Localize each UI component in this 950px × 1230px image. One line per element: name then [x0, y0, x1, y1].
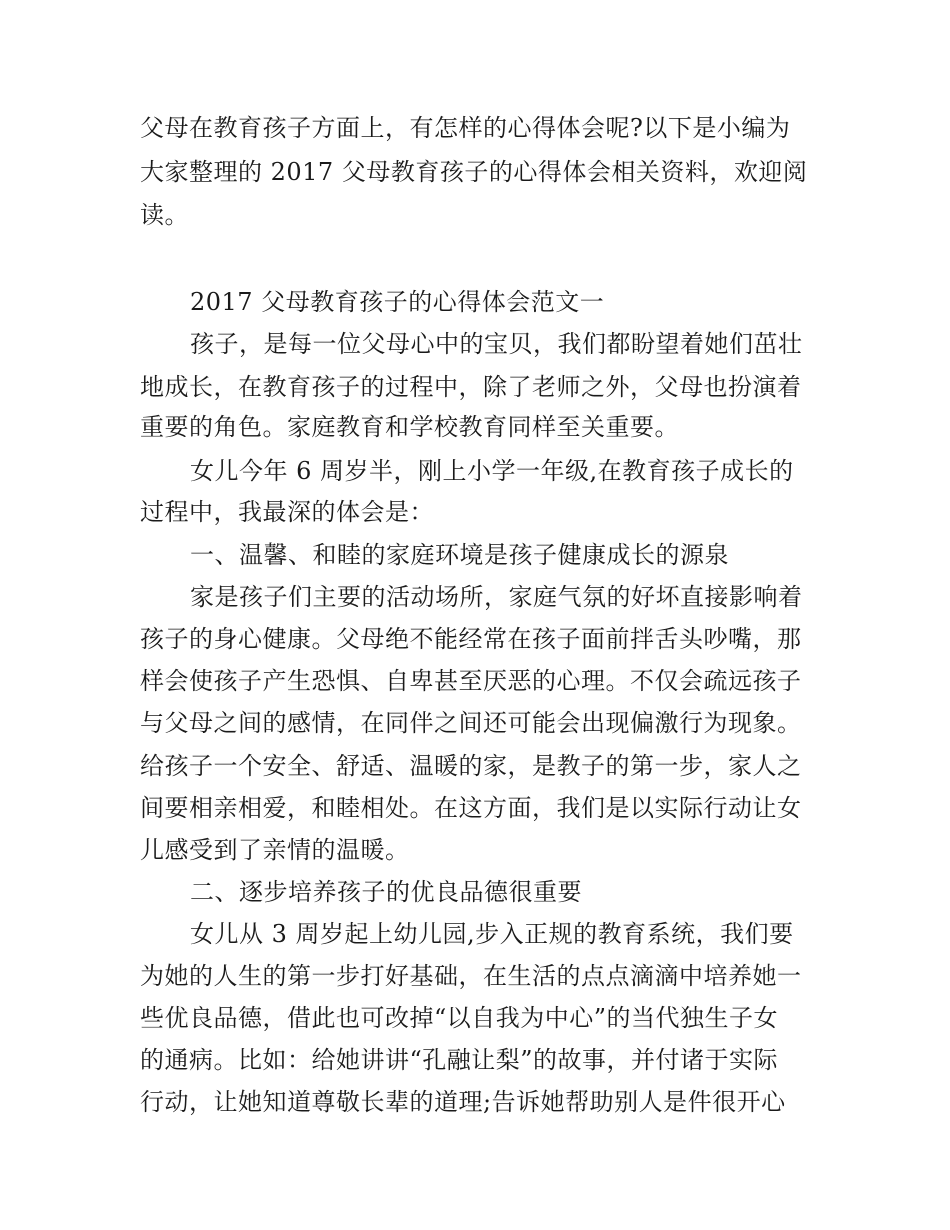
paragraph-line: 过程中，我最深的体会是：	[140, 498, 434, 526]
paragraph-line: 样会使孩子产生恐惧、自卑甚至厌恶的心理。不仅会疏远孩子	[140, 667, 802, 695]
paragraph-line: 孩子，是每一位父母心中的宝贝，我们都盼望着她们茁壮	[190, 330, 803, 358]
paragraph-line: 地成长，在教育孩子的过程中，除了老师之外，父母也扮演着	[140, 373, 802, 401]
intro-line: 父母在教育孩子方面上，有怎样的心得体会呢?以下是小编为	[140, 114, 791, 142]
subheading: 一、温馨、和睦的家庭环境是孩子健康成长的源泉	[190, 541, 729, 569]
intro-line: 大家整理的 2017 父母教育孩子的心得体会相关资料，欢迎阅	[140, 158, 808, 186]
paragraph-line: 间要相亲相爱，和睦相处。在这方面，我们是以实际行动让女	[140, 794, 802, 822]
paragraph-line: 的通病。比如：给她讲讲“孔融让梨”的故事，并付诸于实际	[140, 1046, 779, 1074]
subheading: 二、逐步培养孩子的优良品德很重要	[190, 878, 582, 906]
paragraph-line: 孩子的身心健康。父母绝不能经常在孩子面前拌舌头吵嘴，那	[140, 625, 802, 653]
intro-line: 读。	[140, 201, 189, 229]
paragraph-line: 给孩子一个安全、舒适、温暖的家，是教子的第一步，家人之	[140, 752, 802, 780]
paragraph-line: 儿感受到了亲情的温暖。	[140, 836, 410, 864]
paragraph-line: 为她的人生的第一步打好基础，在生活的点点滴滴中培养她一	[140, 962, 802, 990]
paragraph-line: 女儿从 3 周岁起上幼儿园,步入正规的教育系统，我们要	[190, 920, 794, 948]
paragraph-line: 行动，让她知道尊敬长辈的道理;告诉她帮助别人是件很开心	[140, 1088, 786, 1116]
paragraph-line: 家是孩子们主要的活动场所，家庭气氛的好坏直接影响着	[190, 583, 803, 611]
section-title: 2017 父母教育孩子的心得体会范文一	[190, 288, 605, 316]
paragraph-line: 与父母之间的感情，在同伴之间还可能会出现偏激行为现象。	[140, 709, 802, 737]
paragraph-line: 女儿今年 6 周岁半，刚上小学一年级,在教育孩子成长的	[190, 457, 794, 485]
paragraph-line: 些优良品德，借此也可改掉“以自我为中心”的当代独生子女	[140, 1004, 779, 1032]
paragraph-line: 重要的角色。家庭教育和学校教育同样至关重要。	[140, 413, 679, 441]
